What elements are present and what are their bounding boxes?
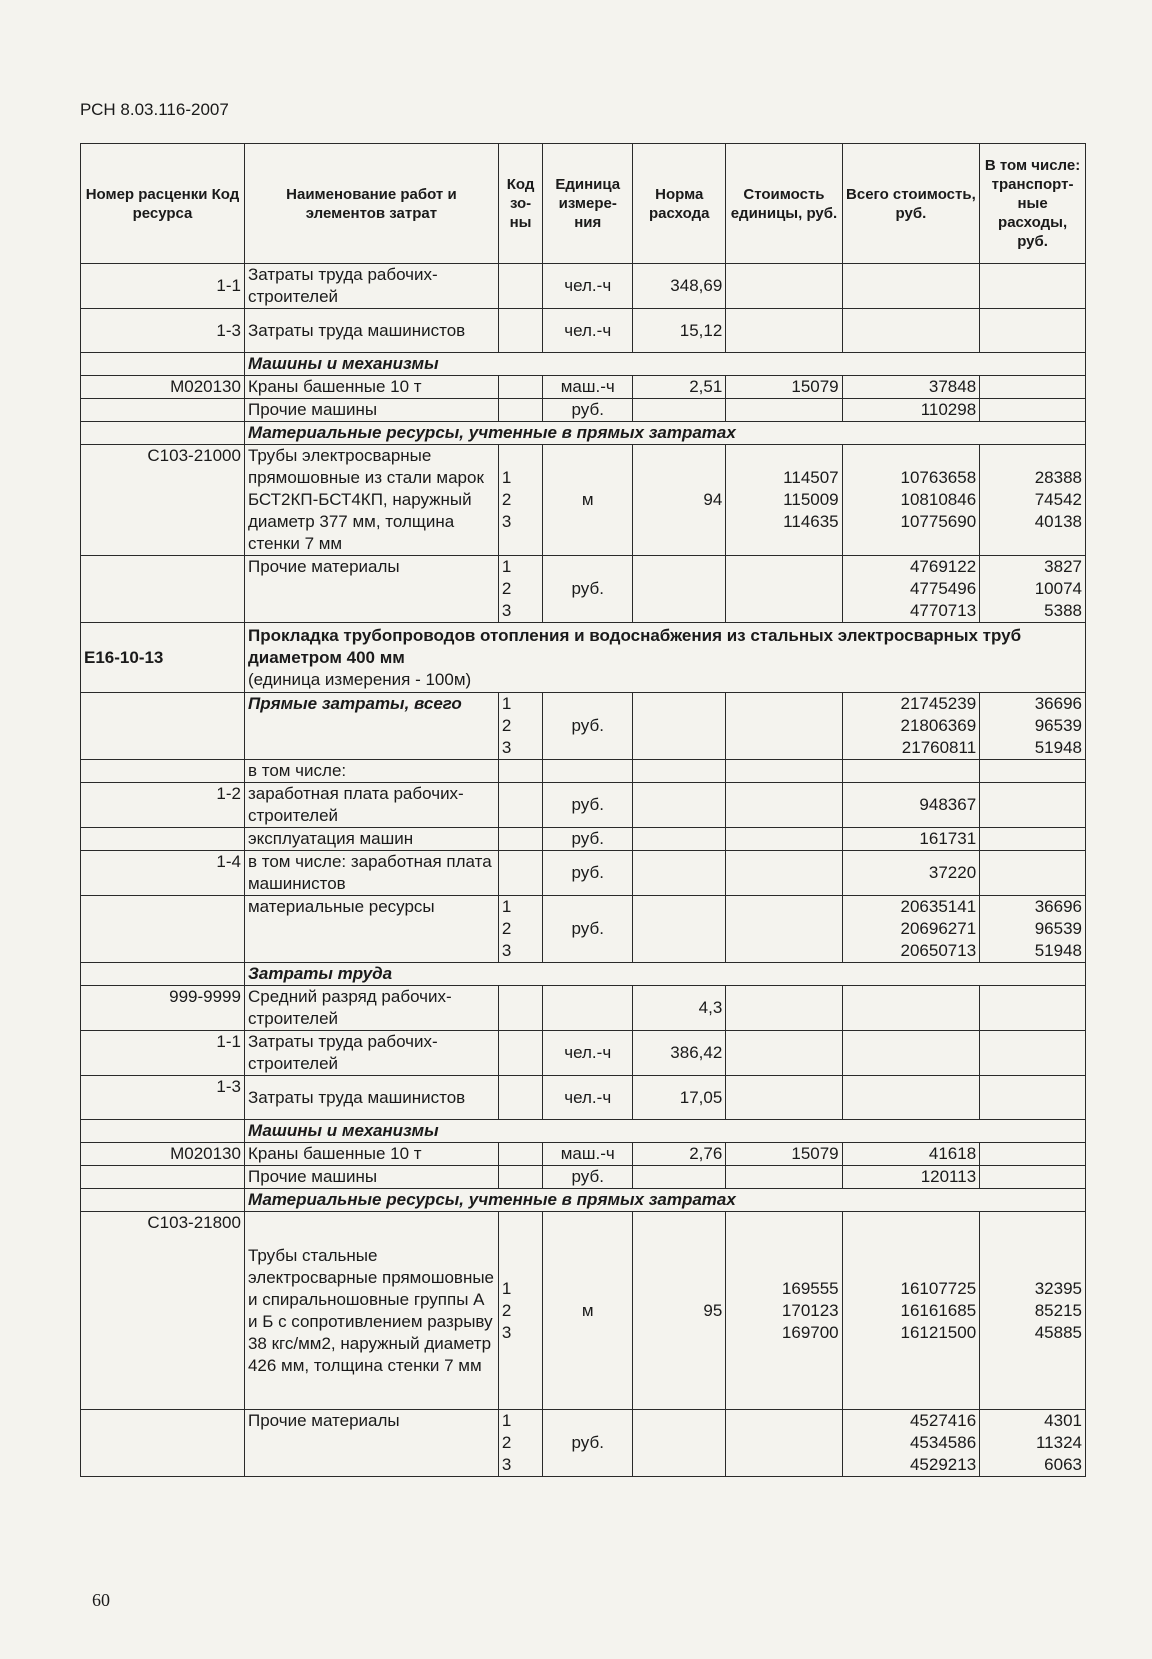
section-title: Затраты труда	[244, 963, 1085, 986]
header-name: Наименование работ и элементов затрат	[244, 144, 498, 264]
table-row	[81, 828, 1086, 851]
row-code: 1-4	[81, 851, 245, 896]
rates-table	[80, 143, 1086, 1477]
row-name: Затраты труда рабочих-строителей	[244, 264, 498, 309]
row-unit: чел.-ч	[543, 264, 633, 309]
row-name: Средний разряд рабочих-строителей	[244, 986, 498, 1031]
table-row	[81, 1143, 1086, 1166]
rate-title-row	[81, 623, 1086, 693]
section-row	[81, 963, 1086, 986]
row-name: эксплуатация машин	[244, 828, 498, 851]
table-row	[81, 1031, 1086, 1076]
row-name: Затраты труда машинистов	[244, 1076, 498, 1120]
row-total: 37848	[842, 376, 980, 399]
row-total: 16107725 16161685 16121500	[842, 1212, 980, 1410]
header-norm: Норма расхода	[633, 144, 726, 264]
row-transport: 28388 74542 40138	[980, 445, 1086, 556]
row-code: С103-21000	[81, 445, 245, 556]
row-norm: 348,69	[633, 264, 726, 309]
row-name: Прочие материалы	[244, 556, 498, 623]
row-norm: 17,05	[633, 1076, 726, 1120]
row-name: материальные ресурсы	[244, 896, 498, 963]
table-row	[81, 693, 1086, 760]
row-unit: руб.	[543, 1166, 633, 1189]
row-unit: руб.	[543, 399, 633, 422]
row-name: Краны башенные 10 т	[244, 1143, 498, 1166]
row-norm: 2,51	[633, 376, 726, 399]
row-unit: м	[543, 445, 633, 556]
row-total: 20635141 20696271 20650713	[842, 896, 980, 963]
row-code: М020130	[81, 376, 245, 399]
row-unit: руб.	[543, 828, 633, 851]
row-total: 21745239 21806369 21760811	[842, 693, 980, 760]
row-transport: 36696 96539 51948	[980, 896, 1086, 963]
row-code: 1-3	[81, 1076, 245, 1120]
row-name: Прочие материалы	[244, 1410, 498, 1477]
row-code: 1-1	[81, 1031, 245, 1076]
row-total: 110298	[842, 399, 980, 422]
table-row	[81, 1076, 1086, 1120]
row-name: заработная плата рабочих-строителей	[244, 783, 498, 828]
row-total: 948367	[842, 783, 980, 828]
row-total: 41618	[842, 1143, 980, 1166]
row-zones: 1 2 3	[498, 1410, 542, 1477]
header-total: Всего стоимость, руб.	[842, 144, 980, 264]
row-name: в том числе: заработная плата машинистов	[244, 851, 498, 896]
section-title: Материальные ресурсы, учтенные в прямых затратах	[244, 1189, 1085, 1212]
table-row	[81, 1212, 1086, 1410]
row-zones: 1 2 3	[498, 445, 542, 556]
header-zone: Код зо-ны	[498, 144, 542, 264]
row-zones: 1 2 3	[498, 1212, 542, 1410]
page-number: 60	[92, 1590, 110, 1610]
section-row	[81, 353, 1086, 376]
row-zones: 1 2 3	[498, 556, 542, 623]
row-name: Затраты труда машинистов	[244, 309, 498, 353]
row-norm: 386,42	[633, 1031, 726, 1076]
row-unit: руб.	[543, 896, 633, 963]
row-norm: 95	[633, 1212, 726, 1410]
row-norm: 2,76	[633, 1143, 726, 1166]
header-unit-cost: Стоимость единицы, руб.	[726, 144, 842, 264]
table-row	[81, 986, 1086, 1031]
table-row	[81, 309, 1086, 353]
table-row	[81, 556, 1086, 623]
row-total: 4769122 4775496 4770713	[842, 556, 980, 623]
row-name: в том числе:	[244, 760, 498, 783]
document-code: РСН 8.03.116-2007	[80, 100, 229, 119]
row-total: 10763658 10810846 10775690	[842, 445, 980, 556]
row-unit: руб.	[543, 783, 633, 828]
row-total: 4527416 4534586 4529213	[842, 1410, 980, 1477]
row-unit-cost: 169555 170123 169700	[726, 1212, 842, 1410]
row-total: 120113	[842, 1166, 980, 1189]
row-transport: 3827 10074 5388	[980, 556, 1086, 623]
row-unit: м	[543, 1212, 633, 1410]
row-unit: руб.	[543, 851, 633, 896]
table-row	[81, 851, 1086, 896]
row-unit: руб.	[543, 693, 633, 760]
table-row	[81, 896, 1086, 963]
header-row	[81, 144, 1086, 264]
section-row	[81, 1189, 1086, 1212]
row-unit: руб.	[543, 1410, 633, 1477]
rate-code: Е16-10-13	[81, 623, 245, 693]
row-code: 1-1	[81, 264, 245, 309]
table-row	[81, 445, 1086, 556]
row-name: Трубы стальные электросварные прямошовные и спиральношовные группы А и Б с сопротивлением разрыву 38 кгс/мм2, наружный диаметр 426 мм, толщина стенки 7 мм	[244, 1212, 498, 1410]
row-norm: 4,3	[633, 986, 726, 1031]
header-transport: В том числе: транспорт-ные расходы, руб.	[980, 144, 1086, 264]
table-row	[81, 376, 1086, 399]
table-row	[81, 399, 1086, 422]
row-code: 1-2	[81, 783, 245, 828]
section-title: Материальные ресурсы, учтенные в прямых затратах	[244, 422, 1085, 445]
row-unit: руб.	[543, 556, 633, 623]
row-unit: маш.-ч	[543, 376, 633, 399]
row-unit-cost: 15079	[726, 376, 842, 399]
table-row	[81, 264, 1086, 309]
row-unit: чел.-ч	[543, 309, 633, 353]
row-total: 161731	[842, 828, 980, 851]
section-row	[81, 422, 1086, 445]
header-unit: Единица измере-ния	[543, 144, 633, 264]
row-name: Прочие машины	[244, 399, 498, 422]
row-code: М020130	[81, 1143, 245, 1166]
row-norm: 94	[633, 445, 726, 556]
row-zones: 1 2 3	[498, 896, 542, 963]
row-name: Затраты труда рабочих-строителей	[244, 1031, 498, 1076]
row-unit-cost: 15079	[726, 1143, 842, 1166]
row-name: Трубы электросварные прямошовные из стали марок БСТ2КП-БСТ4КП, наружный диаметр 377 мм, толщина стенки 7 мм	[244, 445, 498, 556]
row-transport: 36696 96539 51948	[980, 693, 1086, 760]
row-unit: чел.-ч	[543, 1076, 633, 1120]
row-total: 37220	[842, 851, 980, 896]
table-row	[81, 1166, 1086, 1189]
row-norm: 15,12	[633, 309, 726, 353]
section-title: Машины и механизмы	[244, 353, 1085, 376]
row-name: Прямые затраты, всего	[244, 693, 498, 760]
section-title: Машины и механизмы	[244, 1120, 1085, 1143]
row-unit-cost: 114507 115009 114635	[726, 445, 842, 556]
table-row	[81, 760, 1086, 783]
row-code: С103-21800	[81, 1212, 245, 1410]
rate-title-cell	[244, 623, 1085, 693]
row-zones: 1 2 3	[498, 693, 542, 760]
table-row	[81, 783, 1086, 828]
row-code: 1-3	[81, 309, 245, 353]
header-code: Номер расценки Код ресурса	[81, 144, 245, 264]
row-unit: маш.-ч	[543, 1143, 633, 1166]
rate-title: Прокладка трубопроводов отопления и водоснабжения из стальных электросварных труб диаметром 400 мм	[247, 625, 1022, 667]
row-name: Прочие машины	[244, 1166, 498, 1189]
row-code: 999-9999	[81, 986, 245, 1031]
rate-unit-note: (единица измерения - 100м)	[247, 669, 472, 689]
row-name: Краны башенные 10 т	[244, 376, 498, 399]
row-transport: 4301 11324 6063	[980, 1410, 1086, 1477]
row-unit: чел.-ч	[543, 1031, 633, 1076]
row-transport: 32395 85215 45885	[980, 1212, 1086, 1410]
section-row	[81, 1120, 1086, 1143]
table-row	[81, 1410, 1086, 1477]
